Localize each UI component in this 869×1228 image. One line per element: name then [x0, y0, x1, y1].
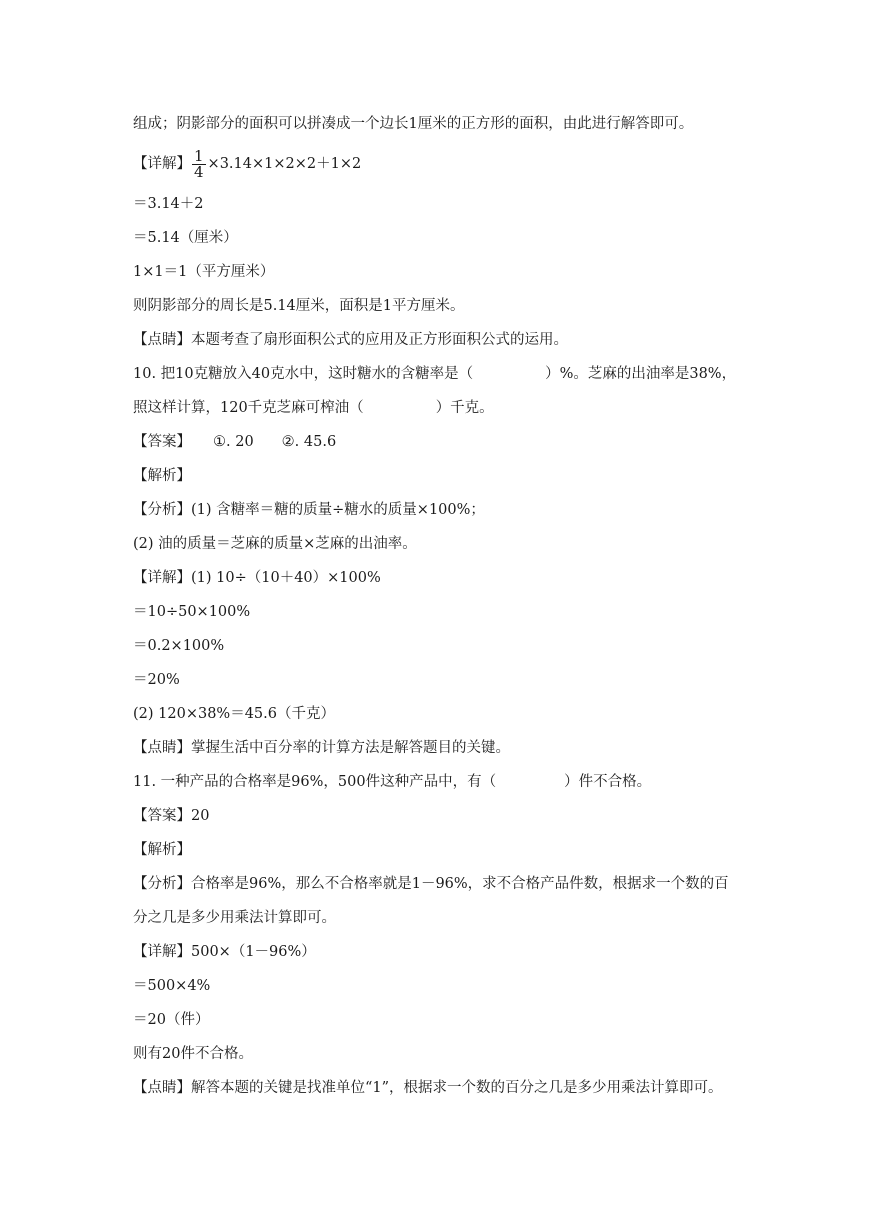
question-text: 10. 把10克糖放入40克水中，这时糖水的含糖率是（ [133, 366, 474, 382]
text-line: 【点睛】掌握生活中百分率的计算方法是解答题目的关键。 [133, 740, 510, 756]
text-line: ＝10÷50×100% [133, 604, 251, 620]
text-line: 组成；阴影部分的面积可以拼凑成一个边长1厘米的正方形的面积，由此进行解答即可。 [133, 116, 694, 132]
section-label: 【详解】 [133, 156, 191, 172]
text-line: 【点睛】解答本题的关键是找准单位“1”，根据求一个数的百分之几是多少用乘法计算即可。 [133, 1080, 723, 1096]
answer-line [133, 432, 336, 452]
text-line: ＝3.14＋2 [133, 196, 204, 212]
text-line: 则阴影部分的周长是5.14厘米，面积是1平方厘米。 [133, 298, 465, 314]
question-11-line [133, 772, 651, 792]
question-text: ）千克。 [435, 400, 494, 416]
question-text: ）%。芝麻的出油率是38%， [545, 366, 737, 382]
question-text: 照这样计算，120千克芝麻可榨油（ [133, 400, 364, 416]
text-line: 【详解】(1) 10÷（10＋40）×100% [133, 570, 381, 586]
text-line: 1×1＝1（平方厘米） [133, 264, 275, 280]
text-line: 则有20件不合格。 [133, 1046, 253, 1062]
text-line: (2) 油的质量＝芝麻的质量×芝麻的出油率。 [133, 536, 417, 552]
text-line: 【点睛】本题考查了扇形面积公式的应用及正方形面积公式的运用。 [133, 332, 568, 348]
fraction-numerator: 1 [194, 146, 204, 165]
text-line: 分之几是多少用乘法计算即可。 [133, 910, 336, 926]
text-line: 【详解】500×（1－96%） [133, 944, 316, 960]
expression: ×3.14×1×2×2＋1×2 [207, 156, 362, 172]
fraction-denominator: 4 [194, 162, 204, 181]
text-line: 【分析】(1) 含糖率＝糖的质量÷糖水的质量×100%； [133, 502, 485, 518]
question-text: ）件不合格。 [564, 774, 652, 790]
text-line: ＝5.14（厘米） [133, 230, 238, 246]
text-line: (2) 120×38%＝45.6（千克） [133, 706, 335, 722]
text-line: 【分析】合格率是96%，那么不合格率就是1－96%，求不合格产品件数，根据求一个数的百 [133, 876, 729, 892]
text-line: 【解析】 [133, 842, 191, 858]
text-line: 【答案】20 [133, 808, 210, 824]
text-line: ＝0.2×100% [133, 638, 225, 654]
question-text: 11. 一种产品的合格率是96%，500件这种产品中，有（ [133, 774, 497, 790]
fraction [192, 146, 206, 181]
answer-value: ②. 45.6 [281, 434, 337, 450]
answer-value: ①. 20 [213, 434, 254, 450]
question-10-line-1 [133, 364, 736, 384]
text-line: ＝20（件） [133, 1012, 210, 1028]
section-label: 【答案】 [133, 434, 191, 450]
question-10-line-2 [133, 398, 494, 418]
detail-line-fraction [133, 147, 361, 181]
text-line: 【解析】 [133, 468, 191, 484]
text-line: ＝20% [133, 672, 180, 688]
text-line: ＝500×4% [133, 978, 211, 994]
